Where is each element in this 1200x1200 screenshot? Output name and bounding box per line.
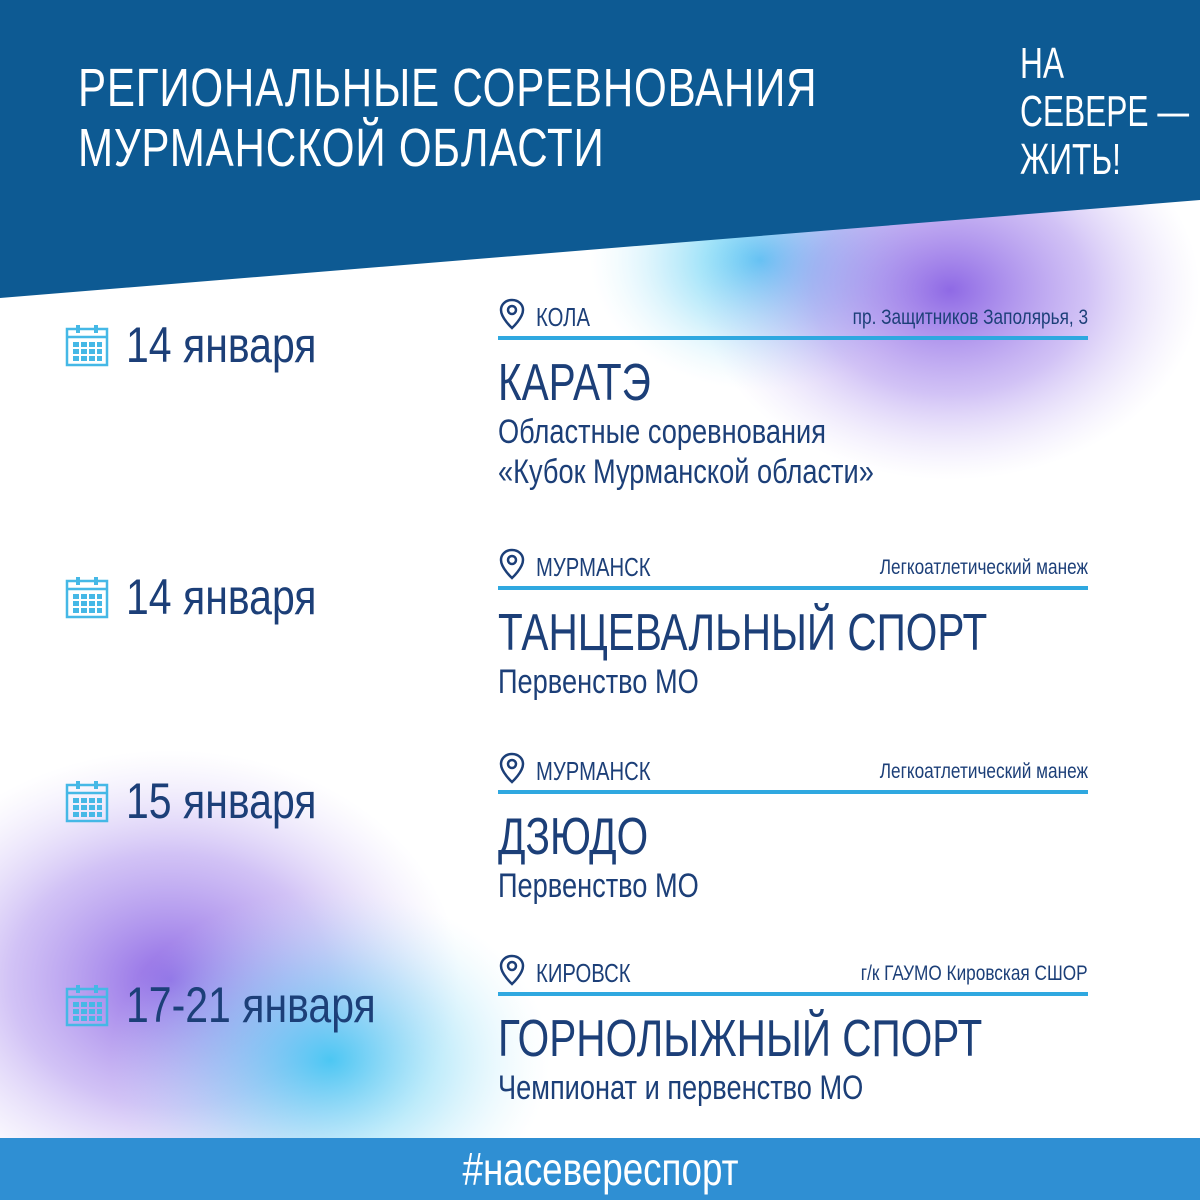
slogan-line-2: СЕВЕРЕ — bbox=[1020, 87, 1190, 136]
map-pin-icon bbox=[498, 954, 526, 986]
city-label: КИРОВСК bbox=[536, 958, 631, 988]
sport-title: ТАНЦЕВАЛЬНЫЙ СПОРТ bbox=[498, 604, 988, 662]
event-info bbox=[498, 546, 1088, 702]
sport-title: КАРАТЭ bbox=[498, 354, 651, 412]
location-row bbox=[498, 952, 1088, 992]
venue-label: пр. Защитников Заполярья, 3 bbox=[852, 306, 1088, 329]
date-text: 15 января bbox=[126, 773, 317, 829]
calendar-icon bbox=[64, 778, 110, 824]
event-description: Первенство МО bbox=[498, 663, 699, 701]
sport-title: ДЗЮДО bbox=[498, 808, 649, 866]
map-pin-icon bbox=[498, 752, 526, 784]
slogan-line-3: ЖИТЬ! bbox=[1020, 135, 1121, 184]
page-title bbox=[78, 58, 817, 178]
divider bbox=[498, 336, 1088, 340]
event-description: Чемпионат и первенство МО bbox=[498, 1069, 864, 1107]
event-date bbox=[64, 976, 431, 1034]
event-info bbox=[498, 952, 1088, 1108]
event-date bbox=[64, 568, 358, 626]
event-info bbox=[498, 750, 1088, 906]
map-pin-icon bbox=[498, 548, 526, 580]
event-description-2: «Кубок Мурманской области» bbox=[498, 453, 874, 491]
sport-title: ГОРНОЛЫЖНЫЙ СПОРТ bbox=[498, 1010, 983, 1068]
slogan-line-1: НА bbox=[1020, 39, 1065, 88]
calendar-icon bbox=[64, 322, 110, 368]
city-label: МУРМАНСК bbox=[536, 552, 651, 582]
date-text: 17-21 января bbox=[126, 977, 376, 1033]
divider bbox=[498, 790, 1088, 794]
divider bbox=[498, 586, 1088, 590]
footer-bar bbox=[0, 1138, 1200, 1200]
map-pin-icon bbox=[498, 298, 526, 330]
event-description: Областные соревнования bbox=[498, 413, 826, 451]
location-row bbox=[498, 750, 1088, 790]
city-label: МУРМАНСК bbox=[536, 756, 651, 786]
calendar-icon bbox=[64, 982, 110, 1028]
venue-label: Легкоатлетический манеж bbox=[879, 556, 1088, 579]
event-description: Первенство МО bbox=[498, 867, 699, 905]
date-text: 14 января bbox=[126, 317, 317, 373]
calendar-icon bbox=[64, 574, 110, 620]
hashtag: #насевереспорт bbox=[462, 1143, 738, 1195]
event-date bbox=[64, 316, 358, 374]
venue-label: г/к ГАУМО Кировская СШОР bbox=[861, 962, 1088, 985]
divider bbox=[498, 992, 1088, 996]
date-text: 14 января bbox=[126, 569, 317, 625]
venue-label: Легкоатлетический манеж bbox=[879, 760, 1088, 783]
title-line-1: РЕГИОНАЛЬНЫЕ СОРЕВНОВАНИЯ bbox=[78, 58, 818, 118]
slogan bbox=[1020, 40, 1189, 184]
event-info bbox=[498, 296, 1088, 492]
title-line-2: МУРМАНСКОЙ ОБЛАСТИ bbox=[78, 118, 605, 178]
event-date bbox=[64, 772, 358, 830]
location-row bbox=[498, 546, 1088, 586]
location-row bbox=[498, 296, 1088, 336]
city-label: КОЛА bbox=[536, 302, 590, 332]
